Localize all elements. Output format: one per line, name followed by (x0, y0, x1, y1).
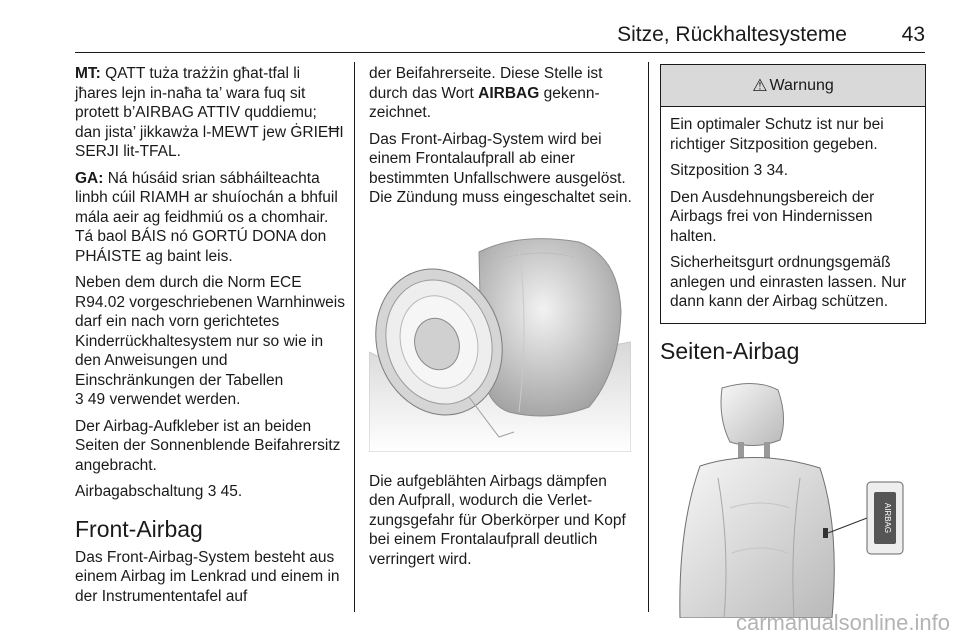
column-3 (660, 64, 926, 618)
irish-text: Ná húsáid srian sábháilteachta linbh cúil RIAMH ar shuíochán a bhfuil mála aeir ag feidhmiú os a chomhair. Tá baol BÁIS nó GORTÚ DONA don PHÁISTE ag baint leis. (75, 169, 338, 265)
warning-text-3: Den Ausdehnungsbereich der Airbags frei von Hindernissen halten. (670, 188, 875, 245)
warning-title: Warnung (769, 76, 834, 94)
airbag-deactivation-ref[interactable]: Airbagabschaltung 3 45. (75, 483, 243, 500)
page-ref-49[interactable]: 3 49 verwendet werden. (75, 391, 241, 408)
page-number: 43 (901, 23, 925, 46)
header-rule (75, 52, 925, 53)
lang-label-mt: MT: (75, 65, 101, 82)
airbag-label-word: AIRBAG (478, 84, 540, 102)
section-heading-side-airbag: Seiten-Airbag (660, 337, 800, 364)
warning-header (661, 65, 925, 107)
side-airbag-tag-text: AIRBAG (883, 502, 892, 533)
column-2 (369, 64, 635, 576)
norm-text: Neben dem durch die Norm ECE R94.02 vorgeschriebenen Warnhinweis darf ein nach vorn gerichtetes Kinderrückhaltesystem nur so wie in den Anweisungen und Einschränkungen der Tabellen (75, 274, 345, 389)
inflated-airbags-paragraph: Die aufgeblähten Airbags dämpfen den Aufprall, wodurch die Verletzungsgefahr für Oberkörper und Kopf bei einem Frontalaufprall deutlich verringert wird. (369, 472, 626, 568)
side-airbag-seat-illustration (660, 378, 926, 618)
maltese-text: QATT tuża trażżin għat-tfal li jħares lejn in-naħa ta’ wara fuq sit protett b’AIRBAG ATTIV quddiemu; dan jista’ jikkawża l-MEWT jew ĠRIEĦI SERJI lit-TFAL. (75, 65, 344, 160)
warning-triangle-icon: ⚠ (752, 75, 768, 95)
section-heading-front-airbag: Front-Airbag (75, 515, 203, 542)
page-title: Sitze, Rückhaltesysteme (617, 23, 847, 46)
warning-sitzposition-ref[interactable]: Sitzposition 3 34. (670, 162, 789, 179)
front-airbag-paragraph: Das Front-Airbag-System besteht aus einem Airbag im Lenkrad und einem in der Instrumententafel auf (75, 548, 340, 605)
warning-body (661, 107, 925, 323)
sticker-paragraph: Der Airbag-Aufkleber ist an beiden Seiten der Sonnenblende Beifahrersitz angebracht. (75, 417, 341, 474)
warning-text-1: Ein optimaler Schutz ist nur bei richtiger Sitzposition gegeben. (670, 116, 884, 153)
continued-text-1: der Beifahrerseite. Diese Stelle ist durch das Wort (369, 65, 603, 102)
column-divider-1 (354, 62, 355, 612)
trigger-paragraph: Das Front-Airbag-System wird bei einem Frontalaufprall ab einer bestimmten Unfallschwere ausgelöst. Die Zündung muss eingeschaltet sein. (369, 130, 632, 206)
warning-text-4: Sicherheitsgurt ordnungsgemäß anlegen und einrasten lassen. Nur dann kann der Airbag schützen. (670, 254, 907, 310)
column-divider-2 (648, 62, 649, 612)
maltese-warning (75, 64, 345, 162)
page-header (75, 0, 925, 54)
irish-warning (75, 169, 345, 267)
column-1 (75, 64, 345, 613)
norm-paragraph (75, 273, 345, 410)
continued-paragraph (369, 64, 635, 123)
warning-box (660, 64, 926, 324)
lang-label-ga: GA: (75, 169, 104, 187)
watermark: carmanualsonline.info (735, 610, 950, 635)
continued-text-2: gekennzeichnet. (369, 84, 600, 121)
front-airbag-illustration (369, 222, 631, 452)
